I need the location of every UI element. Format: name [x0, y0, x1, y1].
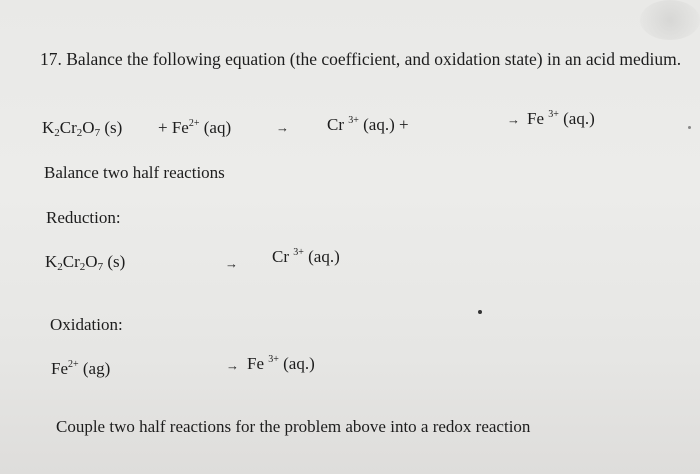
- question-text: Balance the following equation (the coefficient, and oxidation state) in an acid medium.: [66, 49, 682, 69]
- question-number: 17.: [40, 49, 62, 69]
- paper-speck: [478, 310, 482, 314]
- oxidation-arrow: →: [226, 358, 239, 373]
- overall-reactant-dichromate: $K_2Cr_2O_7$ (s): [42, 118, 123, 139]
- overall-product-arrow: →: [507, 112, 520, 127]
- oxidation-reactant: $Fe^{2+}$ (ag): [51, 359, 111, 378]
- overall-reactant-iron: + $Fe^{2+}$ (aq): [158, 118, 232, 137]
- overall-product-iron: Fe $^{3+}$ (aq.): [527, 109, 595, 128]
- paper-smudge: [640, 0, 700, 40]
- reduction-heading: Reduction:: [46, 208, 121, 227]
- question-title: [40, 48, 690, 71]
- balance-half-reactions-label: Balance two half reactions: [44, 163, 225, 182]
- reduction-arrow: →: [225, 256, 238, 271]
- overall-reaction-arrow: →: [276, 120, 289, 135]
- oxidation-heading: Oxidation:: [50, 315, 123, 334]
- couple-half-reactions-label: Couple two half reactions for the problem above into a redox reaction: [56, 417, 531, 436]
- reduction-reactant: $K_2Cr_2O_7$ (s): [45, 252, 126, 273]
- reduction-product: Cr $^{3+}$ (aq.): [272, 247, 340, 266]
- paper-speck: [688, 126, 691, 129]
- oxidation-product: Fe $^{3+}$ (aq.): [247, 354, 315, 373]
- overall-product-chromium: Cr $^{3+}$ (aq.) +: [327, 115, 409, 134]
